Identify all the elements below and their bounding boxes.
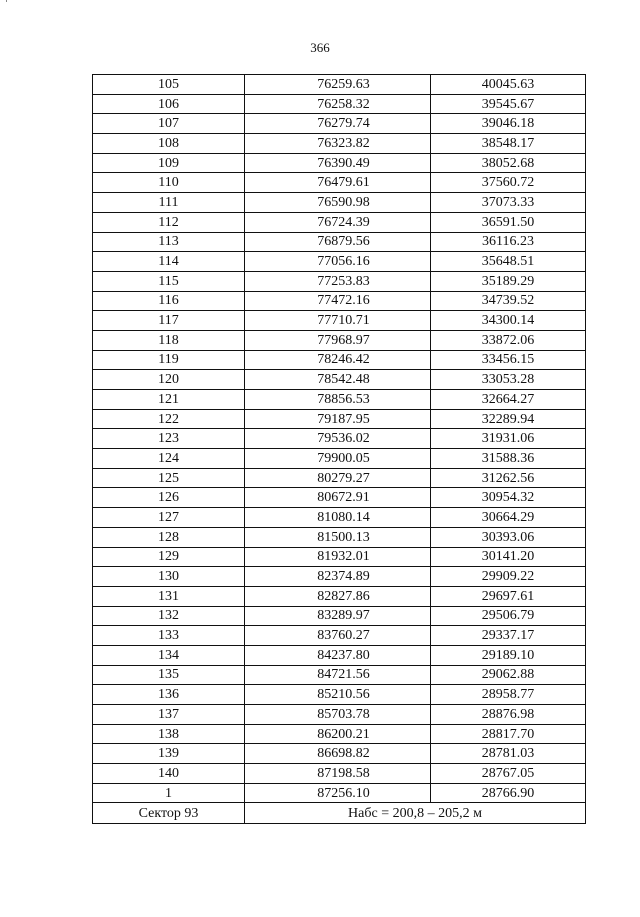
x-coordinate-cell: 76279.74 — [245, 114, 431, 134]
point-number-cell: 138 — [93, 724, 245, 744]
table-row — [93, 193, 586, 213]
y-coordinate-cell: 35648.51 — [431, 252, 586, 272]
coordinates-table — [92, 74, 586, 824]
x-coordinate-cell: 85703.78 — [245, 705, 431, 725]
table-row — [93, 212, 586, 232]
x-coordinate-cell: 76323.82 — [245, 134, 431, 154]
y-coordinate-cell: 32289.94 — [431, 409, 586, 429]
point-number-cell: 118 — [93, 330, 245, 350]
y-coordinate-cell: 32664.27 — [431, 390, 586, 410]
table-row — [93, 114, 586, 134]
point-number-cell: 116 — [93, 291, 245, 311]
table-row — [93, 567, 586, 587]
table-row — [93, 350, 586, 370]
y-coordinate-cell: 33872.06 — [431, 330, 586, 350]
x-coordinate-cell: 87256.10 — [245, 783, 431, 803]
point-number-cell: 114 — [93, 252, 245, 272]
y-coordinate-cell: 30664.29 — [431, 508, 586, 528]
point-number-cell: 128 — [93, 527, 245, 547]
point-number-cell: 135 — [93, 665, 245, 685]
x-coordinate-cell: 84237.80 — [245, 645, 431, 665]
point-number-cell: 130 — [93, 567, 245, 587]
y-coordinate-cell: 36116.23 — [431, 232, 586, 252]
y-coordinate-cell: 33053.28 — [431, 370, 586, 390]
y-coordinate-cell: 34300.14 — [431, 311, 586, 331]
y-coordinate-cell: 36591.50 — [431, 212, 586, 232]
point-number-cell: 140 — [93, 764, 245, 784]
point-number-cell: 113 — [93, 232, 245, 252]
y-coordinate-cell: 31262.56 — [431, 468, 586, 488]
table-row — [93, 291, 586, 311]
table-row — [93, 547, 586, 567]
x-coordinate-cell: 76259.63 — [245, 75, 431, 95]
x-coordinate-cell: 76724.39 — [245, 212, 431, 232]
x-coordinate-cell: 78856.53 — [245, 390, 431, 410]
point-number-cell: 127 — [93, 508, 245, 528]
coordinates-table-body — [93, 75, 586, 824]
y-coordinate-cell: 28958.77 — [431, 685, 586, 705]
table-row — [93, 685, 586, 705]
point-number-cell: 115 — [93, 271, 245, 291]
x-coordinate-cell: 86698.82 — [245, 744, 431, 764]
x-coordinate-cell: 76390.49 — [245, 153, 431, 173]
point-number-cell: 139 — [93, 744, 245, 764]
point-number-cell: 126 — [93, 488, 245, 508]
x-coordinate-cell: 76479.61 — [245, 173, 431, 193]
y-coordinate-cell: 37560.72 — [431, 173, 586, 193]
x-coordinate-cell: 77710.71 — [245, 311, 431, 331]
table-row — [93, 527, 586, 547]
x-coordinate-cell: 76590.98 — [245, 193, 431, 213]
point-number-cell: 112 — [93, 212, 245, 232]
table-row — [93, 626, 586, 646]
table-row — [93, 488, 586, 508]
x-coordinate-cell: 85210.56 — [245, 685, 431, 705]
x-coordinate-cell: 82374.89 — [245, 567, 431, 587]
table-row — [93, 449, 586, 469]
x-coordinate-cell: 76879.56 — [245, 232, 431, 252]
point-number-cell: 123 — [93, 429, 245, 449]
y-coordinate-cell: 40045.63 — [431, 75, 586, 95]
y-coordinate-cell: 28817.70 — [431, 724, 586, 744]
point-number-cell: 105 — [93, 75, 245, 95]
x-coordinate-cell: 84721.56 — [245, 665, 431, 685]
table-row — [93, 764, 586, 784]
x-coordinate-cell: 78246.42 — [245, 350, 431, 370]
x-coordinate-cell: 81932.01 — [245, 547, 431, 567]
y-coordinate-cell: 30954.32 — [431, 488, 586, 508]
table-row — [93, 311, 586, 331]
point-number-cell: 134 — [93, 645, 245, 665]
point-number-cell: 1 — [93, 783, 245, 803]
table-row — [93, 645, 586, 665]
point-number-cell: 137 — [93, 705, 245, 725]
table-row — [93, 94, 586, 114]
point-number-cell: 111 — [93, 193, 245, 213]
table-row — [93, 252, 586, 272]
x-coordinate-cell: 80279.27 — [245, 468, 431, 488]
table-row — [93, 370, 586, 390]
point-number-cell: 109 — [93, 153, 245, 173]
y-coordinate-cell: 29909.22 — [431, 567, 586, 587]
x-coordinate-cell: 86200.21 — [245, 724, 431, 744]
point-number-cell: 117 — [93, 311, 245, 331]
table-footer-row — [93, 803, 586, 824]
x-coordinate-cell: 87198.58 — [245, 764, 431, 784]
y-coordinate-cell: 29506.79 — [431, 606, 586, 626]
table-row — [93, 724, 586, 744]
y-coordinate-cell: 34739.52 — [431, 291, 586, 311]
y-coordinate-cell: 31931.06 — [431, 429, 586, 449]
y-coordinate-cell: 38548.17 — [431, 134, 586, 154]
sector-label: Сектор 93 — [93, 803, 245, 824]
table-row — [93, 665, 586, 685]
y-coordinate-cell: 39545.67 — [431, 94, 586, 114]
y-coordinate-cell: 30141.20 — [431, 547, 586, 567]
point-number-cell: 124 — [93, 449, 245, 469]
point-number-cell: 120 — [93, 370, 245, 390]
table-row — [93, 606, 586, 626]
x-coordinate-cell: 77968.97 — [245, 330, 431, 350]
point-number-cell: 107 — [93, 114, 245, 134]
table-row — [93, 586, 586, 606]
height-range: Набс = 200,8 – 205,2 м — [245, 803, 586, 824]
y-coordinate-cell: 39046.18 — [431, 114, 586, 134]
y-coordinate-cell: 37073.33 — [431, 193, 586, 213]
page-number: 366 — [310, 40, 330, 55]
point-number-cell: 119 — [93, 350, 245, 370]
point-number-cell: 122 — [93, 409, 245, 429]
x-coordinate-cell: 79900.05 — [245, 449, 431, 469]
table-row — [93, 508, 586, 528]
x-coordinate-cell: 79187.95 — [245, 409, 431, 429]
x-coordinate-cell: 77472.16 — [245, 291, 431, 311]
point-number-cell: 108 — [93, 134, 245, 154]
point-number-cell: 133 — [93, 626, 245, 646]
y-coordinate-cell: 28766.90 — [431, 783, 586, 803]
table-row — [93, 271, 586, 291]
y-coordinate-cell: 29062.88 — [431, 665, 586, 685]
y-coordinate-cell: 28767.05 — [431, 764, 586, 784]
point-number-cell: 132 — [93, 606, 245, 626]
table-row — [93, 390, 586, 410]
x-coordinate-cell: 83289.97 — [245, 606, 431, 626]
x-coordinate-cell: 77253.83 — [245, 271, 431, 291]
y-coordinate-cell: 33456.15 — [431, 350, 586, 370]
point-number-cell: 131 — [93, 586, 245, 606]
table-row — [93, 429, 586, 449]
y-coordinate-cell: 31588.36 — [431, 449, 586, 469]
x-coordinate-cell: 81500.13 — [245, 527, 431, 547]
table-row — [93, 134, 586, 154]
y-coordinate-cell: 29697.61 — [431, 586, 586, 606]
x-coordinate-cell: 79536.02 — [245, 429, 431, 449]
table-row — [93, 468, 586, 488]
x-coordinate-cell: 82827.86 — [245, 586, 431, 606]
y-coordinate-cell: 30393.06 — [431, 527, 586, 547]
y-coordinate-cell: 29189.10 — [431, 645, 586, 665]
y-coordinate-cell: 28876.98 — [431, 705, 586, 725]
table-row — [93, 232, 586, 252]
table-row — [93, 409, 586, 429]
table-row — [93, 173, 586, 193]
table-row — [93, 153, 586, 173]
table-row — [93, 330, 586, 350]
point-number-cell: 136 — [93, 685, 245, 705]
point-number-cell: 129 — [93, 547, 245, 567]
y-coordinate-cell: 29337.17 — [431, 626, 586, 646]
table-row — [93, 75, 586, 95]
table-row — [93, 783, 586, 803]
point-number-cell: 106 — [93, 94, 245, 114]
point-number-cell: 121 — [93, 390, 245, 410]
point-number-cell: 110 — [93, 173, 245, 193]
x-coordinate-cell: 78542.48 — [245, 370, 431, 390]
x-coordinate-cell: 83760.27 — [245, 626, 431, 646]
x-coordinate-cell: 81080.14 — [245, 508, 431, 528]
y-coordinate-cell: 28781.03 — [431, 744, 586, 764]
x-coordinate-cell: 76258.32 — [245, 94, 431, 114]
y-coordinate-cell: 38052.68 — [431, 153, 586, 173]
table-row — [93, 744, 586, 764]
x-coordinate-cell: 77056.16 — [245, 252, 431, 272]
point-number-cell: 125 — [93, 468, 245, 488]
y-coordinate-cell: 35189.29 — [431, 271, 586, 291]
scan-mark — [6, 0, 7, 2]
x-coordinate-cell: 80672.91 — [245, 488, 431, 508]
table-row — [93, 705, 586, 725]
